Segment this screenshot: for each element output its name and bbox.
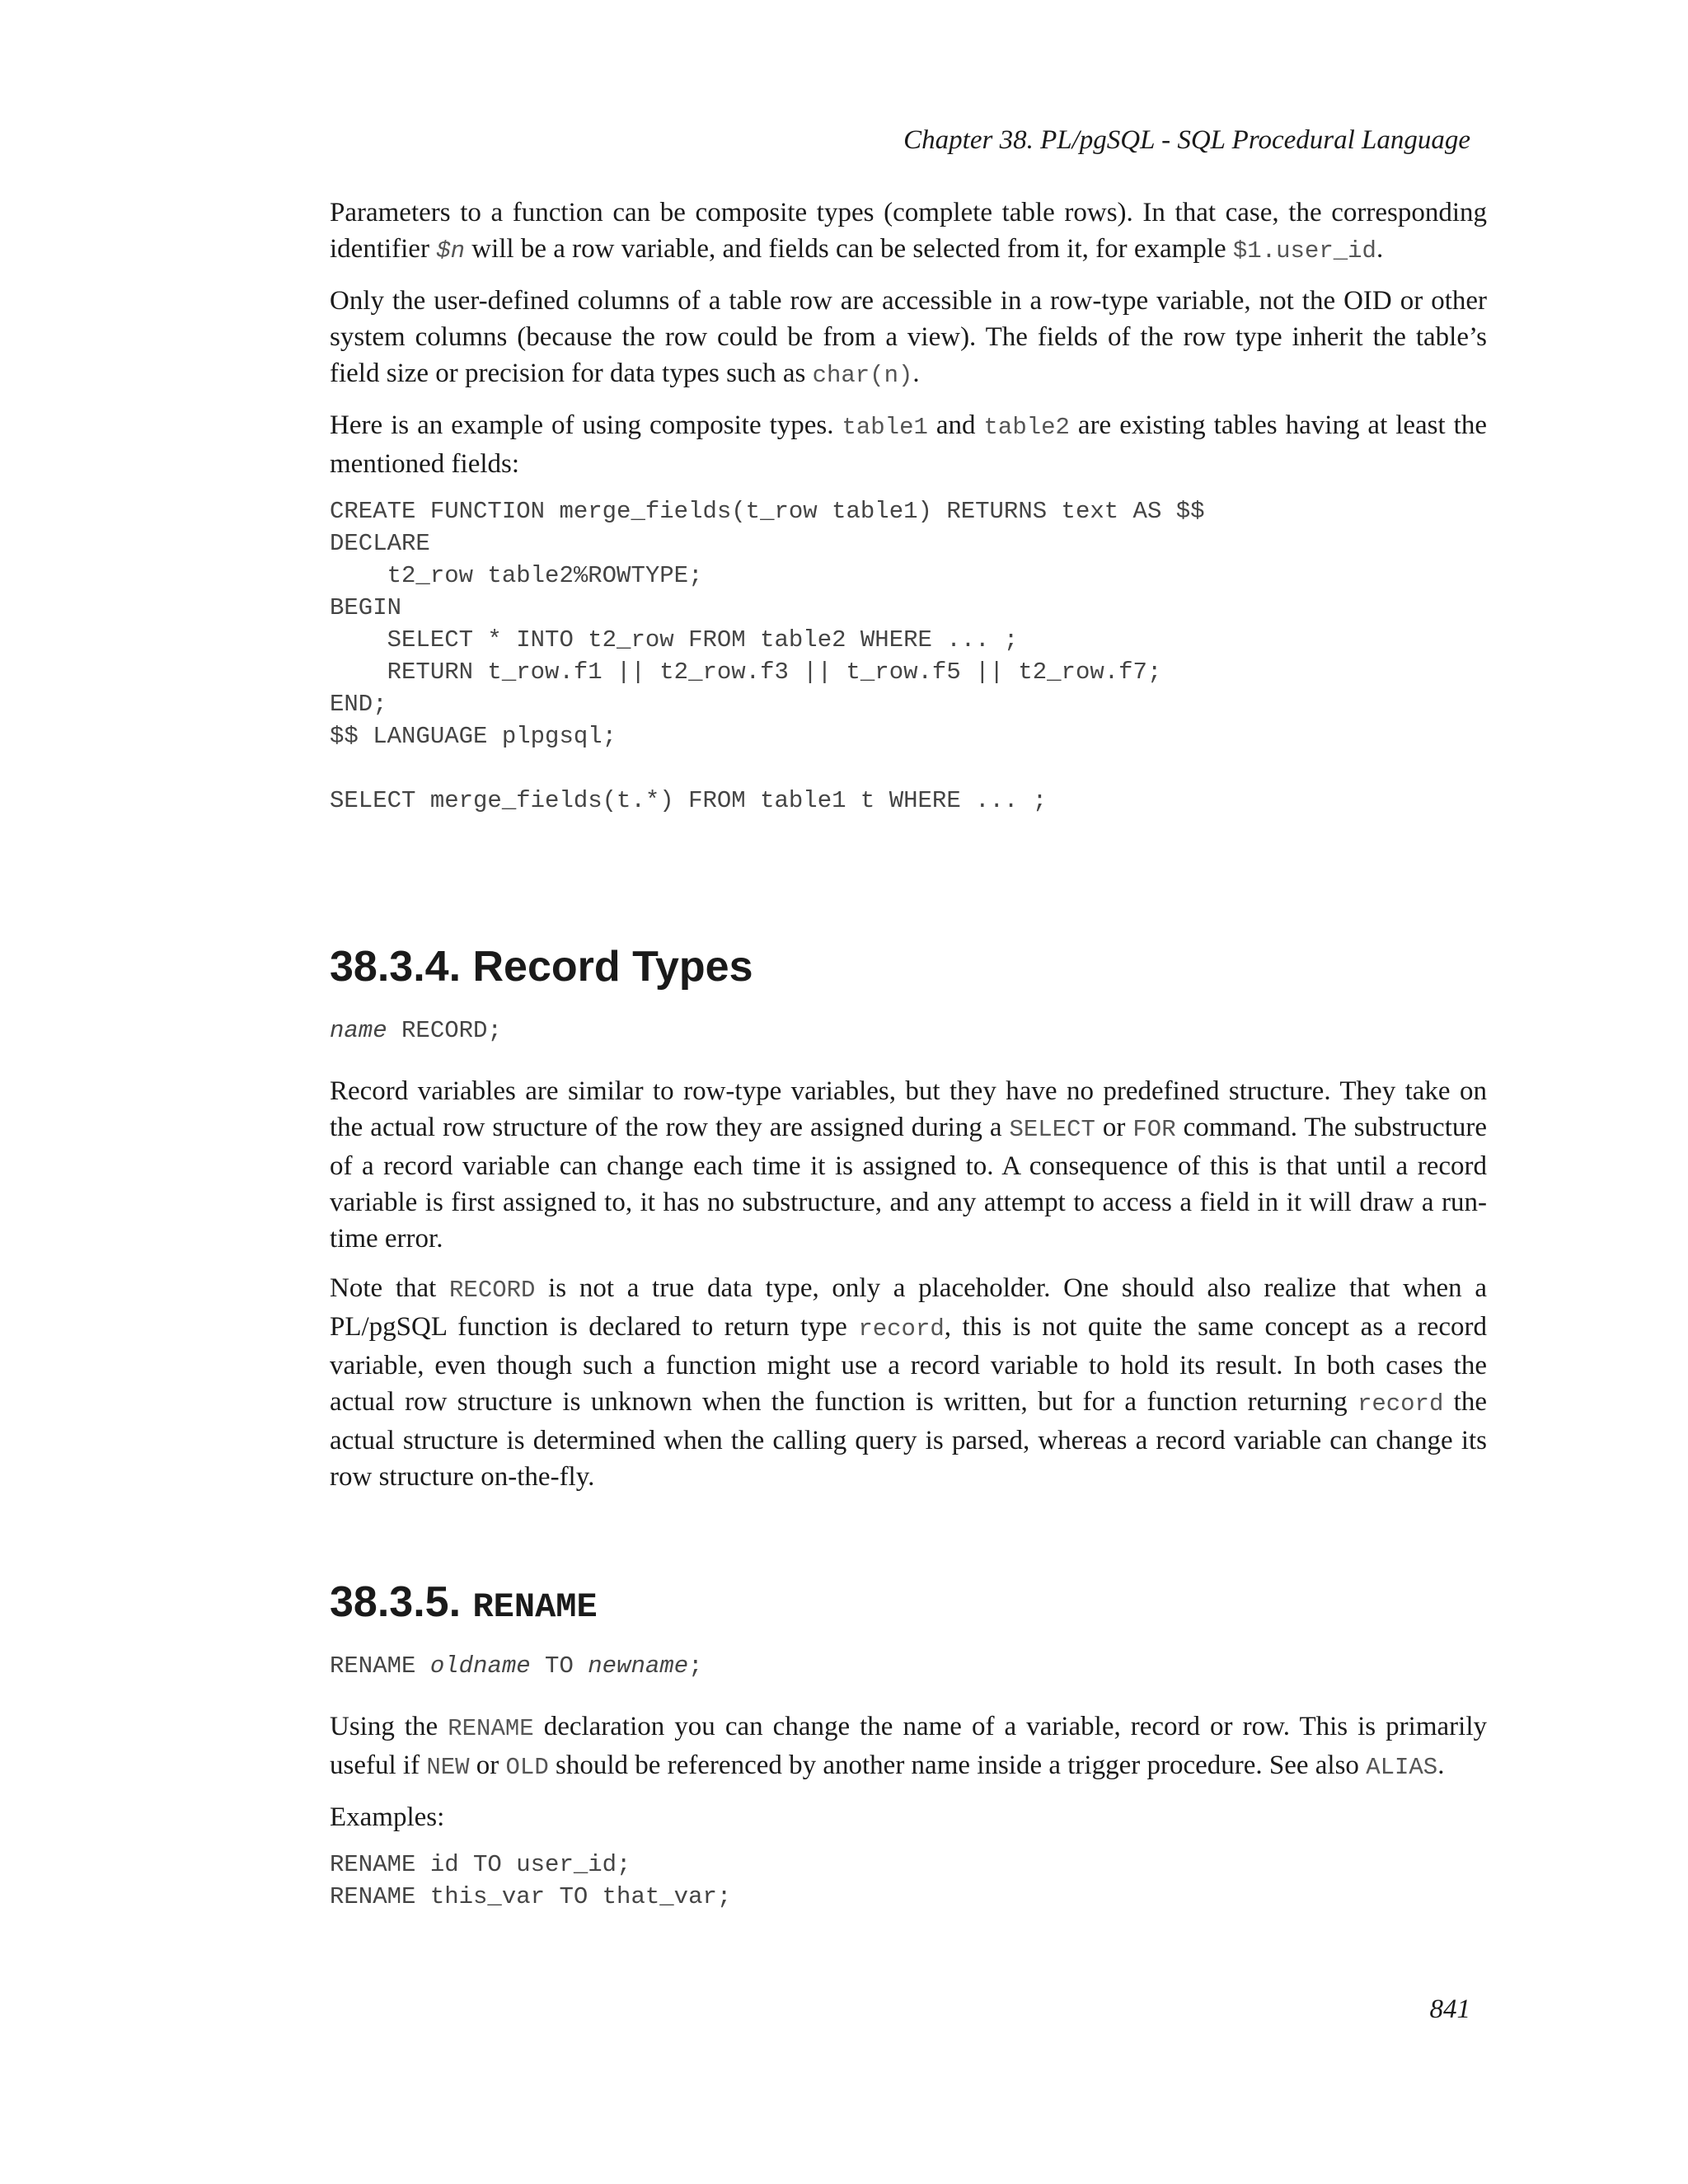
- text-run: the actual structure is determined when the calling query is parsed, whereas a record variable can change its row structure on-the-fly.: [330, 1387, 1487, 1492]
- text-run: .: [1437, 1750, 1445, 1780]
- synopsis-replaceable: oldname: [429, 1652, 531, 1680]
- code-block-rename-examples: RENAME id TO user_id; RENAME this_var TO that_var;: [330, 1851, 732, 1910]
- text-run: and: [927, 410, 984, 440]
- inline-code: RENAME: [448, 1715, 534, 1742]
- page-number: 841: [1429, 1994, 1470, 2024]
- inline-code-replaceable: $n: [436, 237, 466, 265]
- text-run: or: [469, 1750, 506, 1780]
- text-run: Using the: [330, 1712, 448, 1741]
- running-header: Chapter 38. PL/pgSQL - SQL Procedural Language: [903, 125, 1470, 155]
- inline-code: record: [858, 1315, 945, 1343]
- synopsis-replaceable: newname: [588, 1652, 689, 1680]
- text-run: or: [1095, 1113, 1133, 1142]
- inline-code: char(n): [812, 362, 913, 389]
- inline-code: NEW: [426, 1754, 470, 1781]
- text-run: will be a row variable, and fields can be selected from it, for example: [465, 234, 1233, 264]
- text-run: Parameters to a function can be composite types (complete table rows). In that case, the corresponding identifier: [330, 198, 1487, 264]
- text-run: Here is an example of using composite types.: [330, 410, 842, 440]
- text-run: are existing tables having at least the mentioned fields:: [330, 410, 1487, 479]
- synopsis-text: RENAME: [330, 1652, 430, 1680]
- section-heading-rename: [330, 1577, 1487, 1632]
- page-content: [330, 194, 1487, 1913]
- inline-code: OLD: [505, 1754, 549, 1781]
- paragraph-record-variables: [330, 1073, 1487, 1257]
- text-run: Only the user-defined columns of a table row are accessible in a row-type variable, not the OID or other system columns (because the row could be from a view). The fields of the row type inherit the table’s field size or precision for data types such as: [330, 286, 1487, 388]
- heading-code: RENAME: [472, 1587, 598, 1627]
- synopsis-replaceable: name: [330, 1017, 387, 1044]
- synopsis-text: TO: [530, 1652, 588, 1680]
- synopsis-rename: [330, 1650, 1487, 1682]
- inline-code: ALIAS: [1366, 1754, 1438, 1781]
- text-run: should be referenced by another name inside a trigger procedure. See also: [548, 1750, 1367, 1780]
- text-run: .: [912, 359, 920, 388]
- paragraph-example-intro: [330, 407, 1487, 482]
- synopsis-record: [330, 1015, 1487, 1047]
- text-run: declaration you can change the name of a variable, record or row. This is primarily useful if: [330, 1712, 1487, 1780]
- paragraph-examples-label: Examples:: [330, 1802, 445, 1832]
- text-run: Note that: [330, 1273, 450, 1303]
- text-run: command. The substructure of a record variable can change each time it is assigned to. A consequence of this is that until a record variable is first assigned to, it has no substructure, and any attempt to access a field in it will draw a run-time error.: [330, 1113, 1487, 1254]
- text-run: Record variables are similar to row-type variables, but they have no predefined structure. They take on the actual row structure of the row they are assigned during a: [330, 1076, 1487, 1142]
- inline-code: record: [1357, 1390, 1444, 1418]
- paragraph-record-note: [330, 1270, 1487, 1495]
- inline-code: RECORD: [449, 1277, 536, 1304]
- text-run: .: [1376, 234, 1384, 264]
- inline-code: table1: [842, 414, 928, 441]
- paragraph-rename-usage: [330, 1708, 1487, 1786]
- section-heading-record-types: 38.3.4. Record Types: [330, 943, 753, 991]
- synopsis-text: ;: [688, 1652, 703, 1680]
- inline-code: FOR: [1132, 1116, 1176, 1143]
- inline-code: table2: [983, 414, 1070, 441]
- synopsis-text: RECORD;: [387, 1017, 502, 1044]
- text-run: , this is not quite the same concept as a record variable, even though such a function might use a record variable to hold its result. In both cases the actual row structure is unknown when the function is written, but for a function returning: [330, 1312, 1487, 1417]
- code-block-merge-fields: CREATE FUNCTION merge_fields(t_row table1) RETURNS text AS $$ DECLARE t2_row table2%ROWTYPE; BEGIN SELECT * INTO t2_row FROM table2 WHERE ... ; RETURN t_row.f1 || t2_row.f3 || t_row.f5 || t2_row.f7; END; $$ LANGUAGE plpgsql; SELECT merge_fields(t.*) FROM table1 t WHERE ... ;: [330, 498, 1205, 814]
- inline-code: SELECT: [1009, 1116, 1095, 1143]
- inline-code: [436, 237, 465, 265]
- paragraph-row-columns: [330, 283, 1487, 394]
- text-run: is not a true data type, only a placeholder. One should also realize that when a PL/pgSQL function is declared to return type: [330, 1273, 1487, 1342]
- heading-number: 38.3.5.: [330, 1578, 473, 1626]
- inline-code: $1.user_id: [1232, 237, 1376, 265]
- paragraph-composite-params: [330, 194, 1487, 269]
